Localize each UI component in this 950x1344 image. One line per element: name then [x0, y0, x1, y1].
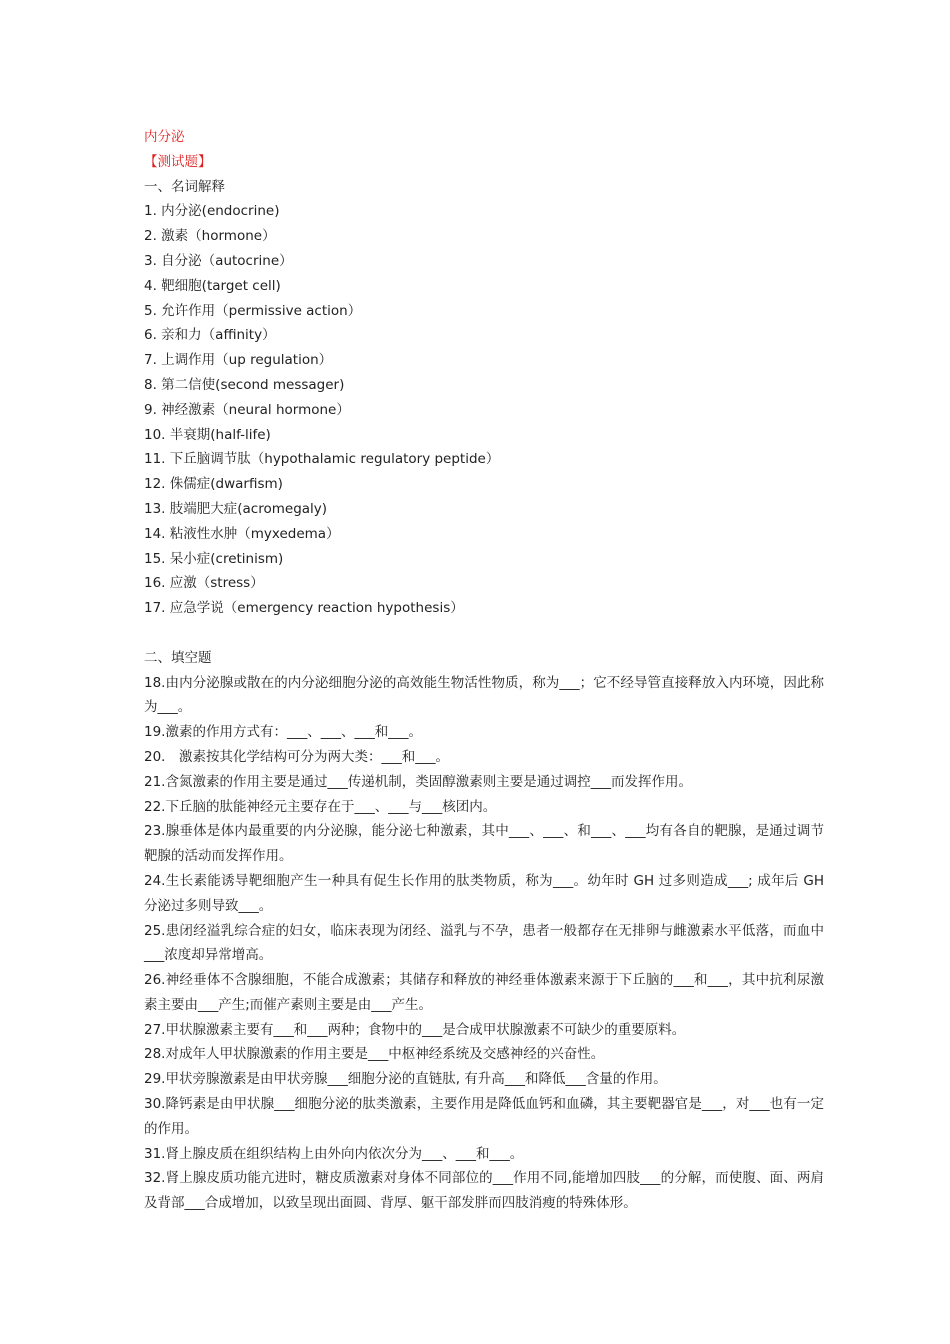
term-item: 15. 呆小症(cretinism) — [144, 550, 284, 567]
question-item: 28.对成年人甲状腺激素的作用主要是___中枢神经系统及交感神经的兴奋性。 — [144, 1046, 605, 1063]
question-item: 26.神经垂体不含腺细胞，不能合成激素；其储存和释放的神经垂体激素来源于下丘脑的___和___，其中抗利尿激素主要由___产生;而催产素则主要是由___产生。 — [144, 972, 824, 1013]
question-item: 32.肾上腺皮质功能亢进时，糖皮质激素对身体不同部位的___作用不同,能增加四肢___的分解，而使腹、面、两肩及背部___合成增加，以致呈现出面圆、背厚、躯干部发胖而四肢消瘦的特殊体形。 — [144, 1170, 824, 1212]
term-item: 3. 自分泌（autocrine） — [144, 252, 293, 269]
term-item: 7. 上调作用（up regulation） — [144, 352, 333, 369]
term-item: 12. 侏儒症(dwarfism) — [144, 476, 283, 493]
term-item: 9. 神经激素（neural hormone） — [144, 401, 350, 418]
term-item: 16. 应激（stress） — [144, 575, 264, 592]
term-item: 17. 应急学说（emergency reaction hypothesis） — [144, 600, 464, 617]
term-item: 13. 肢端肥大症(acromegaly) — [144, 500, 328, 517]
term-item: 11. 下丘脑调节肽（hypothalamic regulatory peptide） — [144, 451, 500, 468]
doc-title: 内分泌 — [144, 129, 185, 145]
term-item: 8. 第二信使(second messager) — [144, 376, 345, 393]
question-item: 18.由内分泌腺或散在的内分泌细胞分泌的高效能生物活性物质，称为___；它不经导管直接释放入内环境，因此称为___。 — [144, 674, 824, 716]
term-item: 14. 粘液性水肿（myxedema） — [144, 525, 340, 542]
question-item: 30.降钙素是由甲状腺___细胞分泌的肽类激素，主要作用是降低血钙和血磷，其主要靶器官是___，对___也有一定的作用。 — [144, 1096, 824, 1137]
question-item: 23.腺垂体是体内最重要的内分泌腺，能分泌七种激素，其中___、___、和___、___均有各自的靶腺，是通过调节靶腺的活动而发挥作用。 — [144, 823, 824, 865]
doc-subtitle: 【测试题】 — [144, 153, 212, 170]
question-item: 27.甲状腺激素主要有___和___两种；食物中的___是合成甲状腺激素不可缺少的重要原料。 — [144, 1021, 686, 1038]
term-item: 2. 激素（hormone） — [144, 228, 276, 245]
question-item: 21.含氮激素的作用主要是通过___传递机制，类固醇激素则主要是通过调控___而发挥作用。 — [144, 773, 692, 790]
term-item: 5. 允许作用（permissive action） — [144, 302, 362, 319]
question-item: 25.患闭经溢乳综合症的妇女，临床表现为闭经、溢乳与不孕，患者一般都存在无排卵与雌激素水平低落，而血中___浓度却异常增高。 — [144, 922, 824, 964]
document-content — [144, 125, 824, 1216]
question-item: 19.激素的作用方式有：___、___、___和___。 — [144, 724, 422, 741]
section-heading-fill-blank: 二、填空题 — [144, 649, 212, 666]
question-item: 24.生长素能诱导靶细胞产生一种具有促生长作用的肽类物质，称为___。幼年时 GH 过多则造成___; 成年后 GH 分泌过多则导致___。 — [144, 872, 824, 914]
term-item: 10. 半衰期(half-life) — [144, 426, 271, 443]
term-item: 6. 亲和力（affinity） — [144, 327, 276, 344]
term-item: 1. 内分泌(endocrine) — [144, 203, 280, 220]
question-item: 31.肾上腺皮质在组织结构上由外向内依次分为___、___和___。 — [144, 1145, 524, 1162]
question-item: 29.甲状旁腺激素是由甲状旁腺___细胞分泌的直链肽, 有升高___和降低___含量的作用。 — [144, 1071, 667, 1088]
question-item: 22.下丘脑的肽能神经元主要存在于___、___与___核团内。 — [144, 798, 497, 815]
term-item: 4. 靶细胞(target cell) — [144, 277, 281, 294]
spacer — [144, 621, 824, 646]
question-item: 20． 激素按其化学结构可分为两大类：___和___。 — [144, 748, 449, 765]
section-heading-terms: 一、名词解释 — [144, 178, 225, 195]
